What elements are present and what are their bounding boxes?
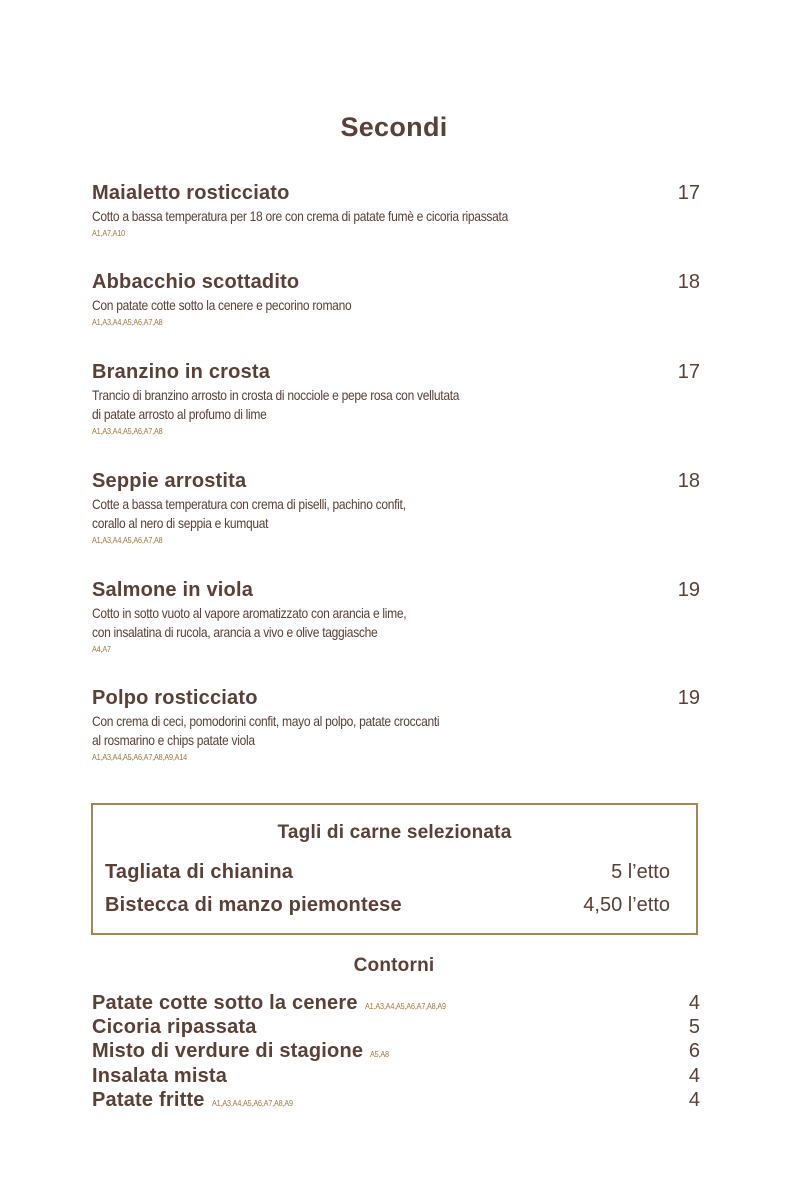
dish-header: [92, 470, 702, 493]
dish-allergens: A1,A3,A4,A5,A6,A7,A8: [92, 535, 163, 545]
side-name: Cicoria ripassata: [92, 1016, 257, 1038]
side-item-label: [92, 992, 460, 1015]
dish-description: [92, 712, 702, 750]
dish-description: [92, 296, 702, 315]
dish-price: 18: [677, 271, 700, 293]
meat-item: [105, 861, 670, 884]
dish-description-line: Con crema di ceci, pomodorini confit, mayo al polpo, patate croccanti: [92, 713, 440, 729]
dish-description: [92, 386, 702, 424]
side-name: Patate fritte: [92, 1089, 205, 1111]
dish-allergens: A1,A3,A4,A5,A6,A7,A8: [92, 317, 163, 327]
dish-header: [92, 182, 702, 205]
dish-description-line: Trancio di branzino arrosto in crosta di nocciole e pepe rosa con vellutata: [92, 387, 460, 403]
dish-allergens: A1,A3,A4,A5,A6,A7,A8: [92, 426, 163, 436]
dish-header: [92, 271, 702, 294]
dish-description-line: Cotto in sotto vuoto al vapore aromatizzato con arancia e lime,: [92, 605, 407, 621]
dish-name: Branzino in crosta: [92, 361, 271, 383]
side-price: 4: [688, 1065, 700, 1087]
dish-description: [92, 495, 702, 533]
meat-name: Bistecca di manzo piemontese: [105, 894, 402, 916]
dish-description: [92, 604, 702, 642]
dish-price: 19: [677, 579, 700, 601]
side-item: [92, 1016, 702, 1039]
side-item-label: [92, 1016, 264, 1039]
side-item: [92, 1040, 702, 1063]
dish-description-line: corallo al nero di seppia e kumquat: [92, 515, 269, 531]
dish-item: [92, 182, 702, 238]
dish-header: [92, 361, 702, 384]
meat-price: 5 l’etto: [611, 861, 670, 883]
dish-header: [92, 579, 702, 602]
meat-item: [105, 894, 670, 917]
meat-name: Tagliata di chianina: [105, 861, 294, 883]
side-name: Misto di verdure di stagione: [92, 1040, 364, 1062]
dish-allergens: A1,A7,A10: [92, 228, 126, 238]
side-item: [92, 1065, 702, 1088]
dish-description-line: Con patate cotte sotto la cenere e pecorino romano: [92, 297, 352, 313]
side-item-label: [92, 1040, 392, 1063]
dish-description-line: Cotte a bassa temperatura con crema di piselli, pachino confit,: [92, 496, 406, 512]
dish-price: 18: [677, 470, 700, 492]
contorni-title: Contorni: [353, 955, 435, 976]
page-title: Secondi: [340, 112, 448, 142]
dish-item: [92, 579, 702, 654]
meat-cuts-title: Tagli di carne selezionata: [277, 822, 512, 843]
dish-description-line: con insalatina di rucola, arancia a vivo e olive taggiasche: [92, 624, 378, 640]
dish-description-line: al rosmarino e chips patate viola: [92, 732, 255, 748]
side-item-label: [92, 1089, 307, 1112]
dish-name: Polpo rosticciato: [92, 687, 258, 709]
dish-header: [92, 687, 702, 710]
dish-price: 19: [677, 687, 700, 709]
dish-price: 17: [677, 361, 700, 383]
side-name: Patate cotte sotto la cenere: [92, 992, 358, 1014]
side-price: 6: [688, 1040, 700, 1062]
meat-price: 4,50 l’etto: [583, 894, 670, 916]
side-allergens: A1,A3,A4,A5,A6,A7,A8,A9: [211, 1098, 293, 1108]
dish-price: 17: [677, 182, 700, 204]
dish-description-line: di patate arrosto al profumo di lime: [92, 406, 267, 422]
dish-item: [92, 361, 702, 436]
dish-item: [92, 470, 702, 545]
dish-item: [92, 687, 702, 762]
meat-cuts-box: [91, 803, 698, 935]
dish-allergens: A1,A3,A4,A5,A6,A7,A8,A9,A14: [92, 752, 188, 762]
dish-description: [92, 207, 702, 226]
side-name: Insalata mista: [92, 1065, 228, 1087]
side-item-label: [92, 1065, 234, 1088]
side-item: [92, 992, 702, 1015]
dish-description-line: Cotto a bassa temperatura per 18 ore con crema di patate fumè e cicoria ripassata: [92, 208, 508, 224]
side-price: 4: [688, 1089, 700, 1111]
dish-name: Abbacchio scottadito: [92, 271, 300, 293]
side-item: [92, 1089, 702, 1112]
dish-name: Seppie arrostita: [92, 470, 247, 492]
dish-item: [92, 271, 702, 327]
dish-name: Maialetto rosticciato: [92, 182, 290, 204]
side-price: 5: [688, 1016, 700, 1038]
dish-name: Salmone in viola: [92, 579, 254, 601]
side-allergens: A1,A3,A4,A5,A6,A7,A8,A9: [364, 1001, 446, 1011]
side-allergens: A5,A8: [370, 1049, 390, 1059]
side-price: 4: [688, 992, 700, 1014]
dish-allergens: A4,A7: [92, 644, 111, 654]
